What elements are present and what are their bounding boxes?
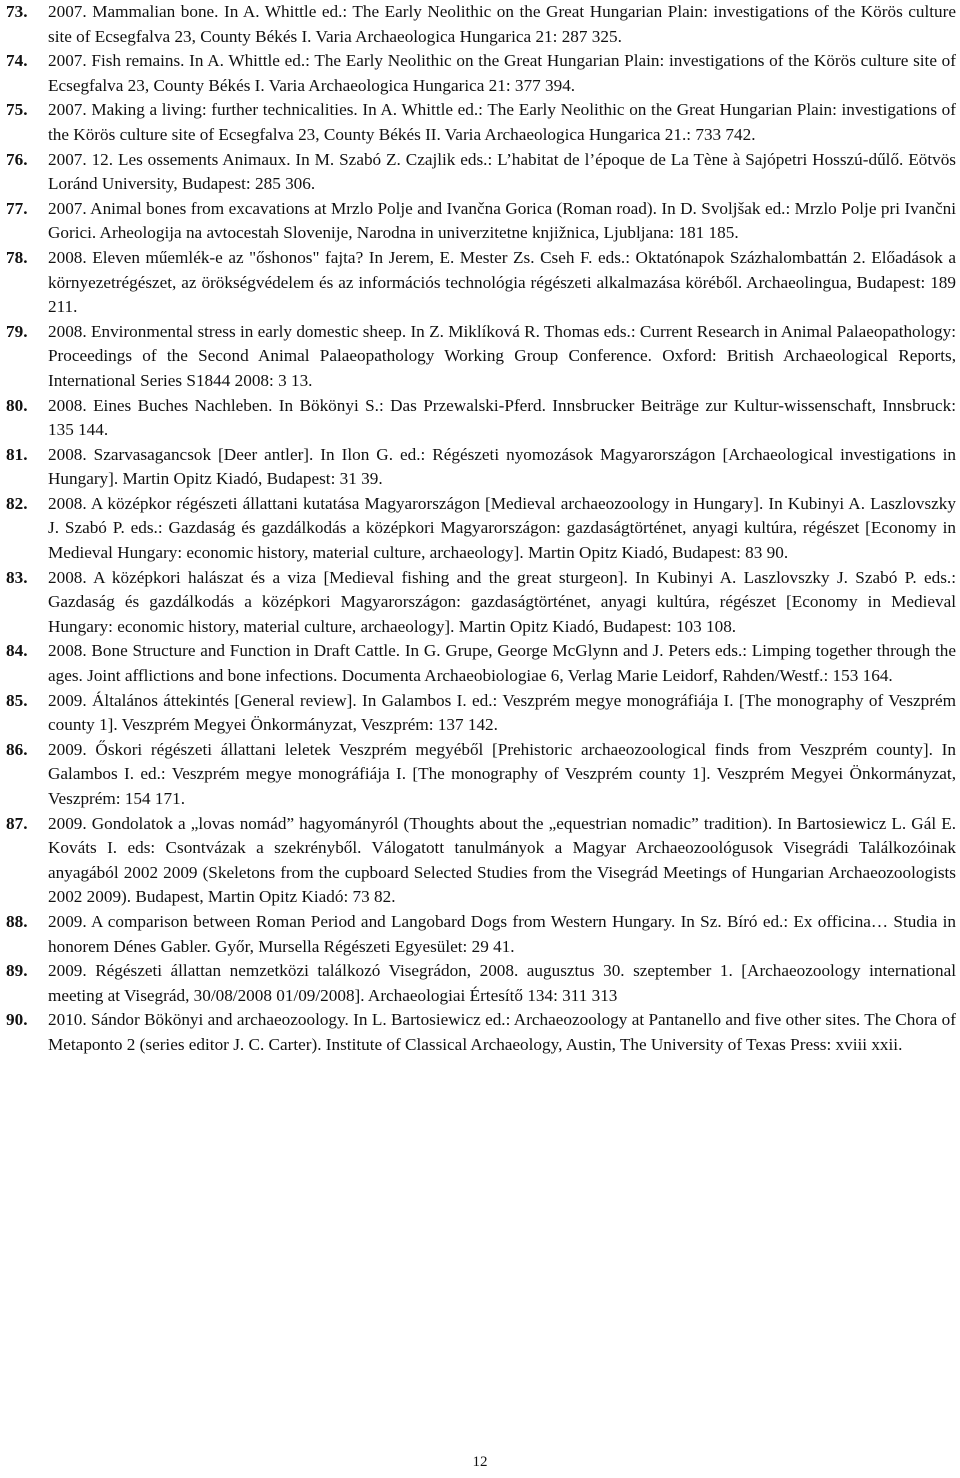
- entry-number: 81.: [6, 444, 28, 464]
- entry-text: 2007. 12. Les ossements Animaux. In M. Szabó Z. Czajlik eds.: L’habitat de l’époque de La Tène à Sajópetri Hosszú-dűlő. Eötvös Loránd University, Budapest: 285 306.: [48, 149, 956, 194]
- entry-text: 2007. Mammalian bone. In A. Whittle ed.: The Early Neolithic on the Great Hungarian Plain: investigations of the Körös culture site of Ecsegfalva 23, County Békés I. Varia Archaeologica Hungarica 21: 287 325.: [48, 2, 956, 46]
- bibliography-entry: [6, 689, 956, 738]
- entry-text: 2008. Environmental stress in early domestic sheep. In Z. Miklíková R. Thomas eds.: Current Research in Animal Palaeopathology: Proceedings of the Second Animal Palaeopathology Working Group Conference. Oxford: British Archaeological Reports, International Series S1844 2008: 3 13.: [48, 321, 956, 390]
- entry-text: 2007. Making a living: further technicalities. In A. Whittle ed.: The Early Neolithic on the Great Hungarian Plain: investigations of the Körös culture site of Ecsegfalva 23, County Békés II. Varia Archaeologica Hungarica 21.: 733 742.: [48, 100, 956, 144]
- entry-number: 89.: [6, 961, 28, 981]
- bibliography-entry: [6, 443, 956, 492]
- bibliography-entry: [6, 49, 956, 98]
- entry-number: 85.: [6, 690, 28, 710]
- bibliography-entry: [6, 1008, 956, 1057]
- entry-text: 2008. Eines Buches Nachleben. In Bökönyi S.: Das Przewalski-Pferd. Innsbrucker Beiträge zur Kultur-wissenschaft, Innsbruck: 135 144.: [48, 395, 956, 440]
- entry-text: 2009. Régészeti állattan nemzetközi találkozó Visegrádon, 2008. augusztus 30. szeptember 1. [Archaeozoology international meeting at Visegrád, 30/08/2008 01/09/2008]. Archaeologiai Értesítő 134: 311 313: [48, 961, 956, 1005]
- entry-number: 84.: [6, 641, 28, 661]
- entry-text: 2009. Általános áttekintés [General review]. In Galambos I. ed.: Veszprém megye monográfiája I. [The monography of Veszprém county 1]. Veszprém Megyei Önkormányzat, Veszprém: 137 142.: [48, 690, 956, 735]
- entry-number: 77.: [6, 198, 28, 218]
- bibliography-entry: [6, 639, 956, 688]
- entry-number: 86.: [6, 739, 28, 759]
- entry-text: 2008. Szarvasagancsok [Deer antler]. In Ilon G. ed.: Régészeti nyomozások Magyarországon [Archaeological investigations in Hungary]. Martin Opitz Kiadó, Budapest: 31 39.: [48, 444, 956, 489]
- entry-number: 87.: [6, 813, 28, 833]
- entry-text: 2008. Eleven műemlék-e az "őshonos" fajta? In Jerem, E. Mester Zs. Cseh F. eds.: Oktatónapok Százhalombattán 2. Előadások a környezetrégészet, az örökségvédelem és az információs technológia régészeti alkalmazása köréből. Archaeolingua, Budapest: 189 211.: [48, 247, 956, 317]
- entry-number: 76.: [6, 149, 28, 169]
- entry-number: 80.: [6, 395, 28, 415]
- bibliography-entry: [6, 910, 956, 959]
- entry-number: 90.: [6, 1010, 28, 1030]
- entry-text: 2008. A középkor régészeti állattani kutatása Magyarországon [Medieval archaeozoology in Hungary]. In Kubinyi A. Laszlovszky J. Szabó P. eds.: Gazdaság és gazdálkodás a középkori Magyarországon: gazdaságtörténet, anyagi kultúra, régészet [Economy in Medieval Hungary: economic history, material culture, archaeology]. Martin Opitz Kiadó, Budapest: 83 90.: [48, 493, 956, 563]
- entry-text: 2007. Animal bones from excavations at Mrzlo Polje and Ivančna Gorica (Roman road). In D. Svoljšak ed.: Mrzlo Polje pri Ivančni Gorici. Arheologija na avtocestah Slovenije, Narodna in univerzitetne knjižnica, Ljubljana: 181 185.: [48, 198, 956, 243]
- bibliography-entry: [6, 394, 956, 443]
- bibliography-entry: [6, 148, 956, 197]
- bibliography-entry: [6, 959, 956, 1008]
- entry-number: 83.: [6, 567, 28, 587]
- entry-text: 2010. Sándor Bökönyi and archaeozoology. In L. Bartosiewicz ed.: Archaeozoology at Pantanello and five other sites. The Chora of Metaponto 2 (series editor J. C. Carter). Institute of Classical Archaeology, Austin, The University of Texas Press: xviii xxii.: [48, 1010, 956, 1054]
- bibliography-entry: [6, 492, 956, 566]
- entry-number: 78.: [6, 247, 28, 267]
- entry-text: 2007. Fish remains. In A. Whittle ed.: The Early Neolithic on the Great Hungarian Plain: investigations of the Körös culture site of Ecsegfalva 23, County Békés I. Varia Archaeologica Hungarica 21: 377 394.: [48, 51, 956, 95]
- entry-number: 82.: [6, 493, 28, 513]
- bibliography-entry: [6, 197, 956, 246]
- entry-text: 2009. A comparison between Roman Period and Langobard Dogs from Western Hungary. In Sz. Bíró ed.: Ex officina… Studia in honorem Dénes Gabler. Győr, Mursella Régészeti Egyesület: 29 41.: [48, 911, 956, 956]
- bibliography-entry: [6, 98, 956, 147]
- bibliography-list: [6, 0, 956, 1058]
- bibliography-entry: [6, 0, 956, 49]
- bibliography-entry: [6, 320, 956, 394]
- entry-text: 2008. Bone Structure and Function in Draft Cattle. In G. Grupe, George McGlynn and J. Peters eds.: Limping together through the ages. Joint afflictions and bone infections. Documenta Archaeobiologiae 6, Verlag Marie Leidorf, Rahden/Westf.: 153 164.: [48, 641, 956, 686]
- page-number: 12: [472, 1454, 488, 1470]
- bibliography-entry: [6, 566, 956, 640]
- entry-text: 2009. Őskori régészeti állattani leletek Veszprém megyéből [Prehistoric archaeozoological finds from Veszprém county]. In Galambos I. ed.: Veszprém megye monográfiája I. [The monography of Veszprém county 1]. Veszprém Megyei Önkormányzat, Veszprém: 154 171.: [48, 739, 956, 808]
- entry-number: 79.: [6, 321, 28, 341]
- entry-number: 74.: [6, 51, 28, 71]
- entry-number: 75.: [6, 100, 28, 120]
- entry-text: 2009. Gondolatok a „lovas nomád” hagyományról (Thoughts about the „equestrian nomadic” tradition). In Bartosiewicz L. Gál E. Kováts I. eds: Csontvázak a szekrényből. Válogatott tanulmányok a Magyar Archaeozoológusok Visegrádi Találkozóinak anyagából 2002 2009 (Skeletons from the cupboard Selected Studies from the Visegrád Meetings of Hungarian Archaeozoologists 2002 2009). Budapest, Martin Opitz Kiadó: 73 82.: [48, 813, 956, 907]
- entry-number: 88.: [6, 911, 28, 931]
- bibliography-entry: [6, 246, 956, 320]
- bibliography-entry: [6, 738, 956, 812]
- entry-text: 2008. A középkori halászat és a viza [Medieval fishing and the great sturgeon]. In Kubinyi A. Laszlovszky J. Szabó P. eds.: Gazdaság és gazdálkodás a középkori Magyarországon: gazdaságtörténet, anyagi kultúra, régészet [Economy in Medieval Hungary: economic history, material culture, archaeology]. Martin Opitz Kiadó, Budapest: 103 108.: [48, 567, 956, 636]
- bibliography-entry: [6, 812, 956, 910]
- entry-number: 73.: [6, 2, 28, 21]
